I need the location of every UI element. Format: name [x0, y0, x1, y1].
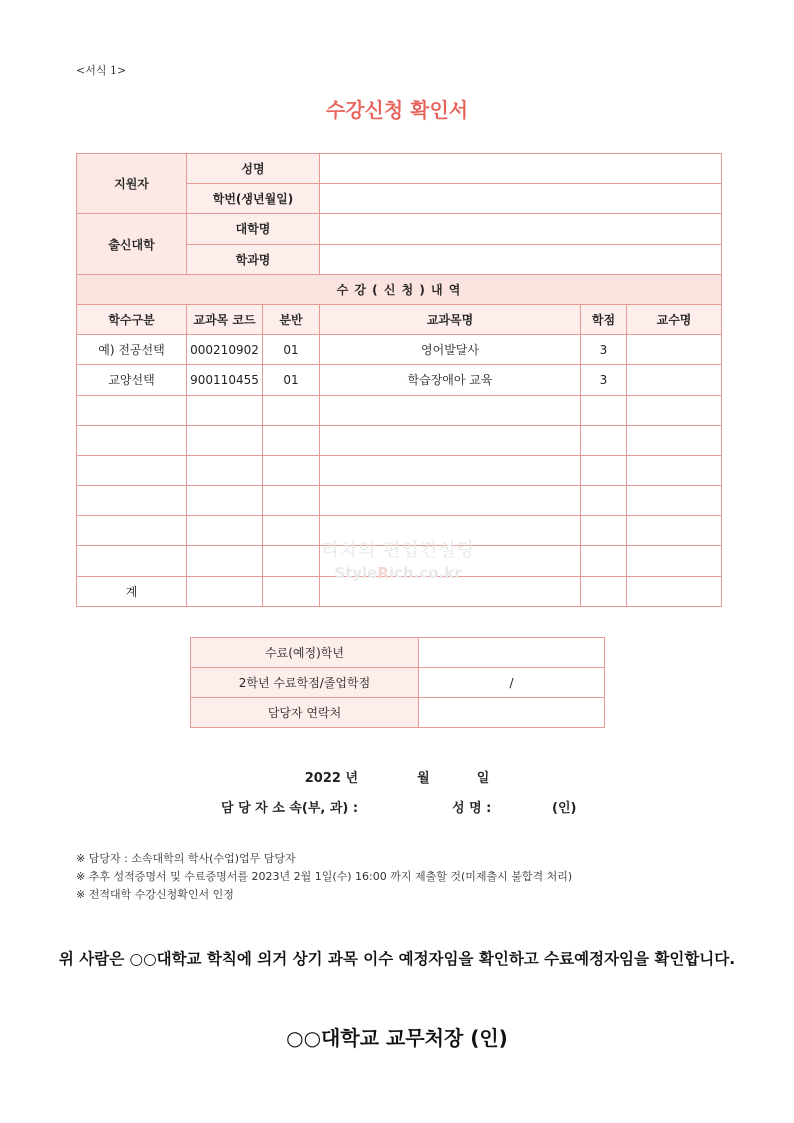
- notes: [76, 850, 572, 904]
- table-cell[interactable]: [581, 576, 627, 606]
- table-cell[interactable]: [77, 516, 187, 546]
- total-label: 계: [77, 576, 187, 606]
- table-row: [77, 365, 722, 395]
- watermark-url-part: R: [377, 564, 389, 582]
- table-cell[interactable]: [77, 455, 187, 485]
- watermark-url-part: Style: [334, 564, 378, 582]
- watermark-url-part: ich.co.kr: [388, 564, 462, 582]
- table-cell[interactable]: [627, 576, 722, 606]
- summary-table: [190, 637, 605, 728]
- table-cell[interactable]: [581, 516, 627, 546]
- table-cell[interactable]: [320, 546, 581, 576]
- table-row: [77, 395, 722, 425]
- table-cell[interactable]: [187, 576, 263, 606]
- table-cell[interactable]: [320, 455, 581, 485]
- table-cell[interactable]: [187, 425, 263, 455]
- summary-row: [191, 698, 605, 728]
- table-cell[interactable]: [627, 486, 722, 516]
- applicant-section-label: 지원자: [77, 154, 187, 214]
- table-cell[interactable]: [581, 486, 627, 516]
- univ-name-value[interactable]: [320, 214, 722, 244]
- student-id-value[interactable]: [320, 184, 722, 214]
- column-header: 학수구분: [77, 304, 187, 334]
- signature-seal: (인): [552, 801, 577, 816]
- table-cell[interactable]: [320, 425, 581, 455]
- table-cell[interactable]: 예) 전공선택: [77, 335, 187, 365]
- table-row: [77, 546, 722, 576]
- table-cell[interactable]: 01: [263, 335, 320, 365]
- column-header: 교과목명: [320, 304, 581, 334]
- table-cell[interactable]: [187, 486, 263, 516]
- note-item: ※ 전적대학 수강신청확인서 인정: [76, 888, 234, 901]
- dept-name-value[interactable]: [320, 244, 722, 274]
- table-cell[interactable]: [263, 425, 320, 455]
- completion-year-label: 수료(예정)학년: [191, 638, 419, 668]
- date-line: [0, 767, 794, 786]
- table-row: [77, 425, 722, 455]
- table-cell[interactable]: [263, 455, 320, 485]
- column-header: 분반: [263, 304, 320, 334]
- note-item: ※ 추후 성적증명서 및 수료증명서를 2023년 2월 1일(수) 16:00 까지 제출할 것(미제출시 불합격 처리): [76, 870, 573, 883]
- issuer-signature: ○○대학교 교무처장 (인): [286, 1026, 508, 1050]
- table-cell[interactable]: 000210902: [187, 335, 263, 365]
- table-cell[interactable]: [77, 425, 187, 455]
- name-value[interactable]: [320, 154, 722, 184]
- table-cell[interactable]: [263, 395, 320, 425]
- credits-label: 2학년 수료학점/졸업학점: [191, 668, 419, 698]
- table-cell[interactable]: [320, 486, 581, 516]
- origin-section-label: 출신대학: [77, 214, 187, 274]
- page-title: 수강신청 확인서: [325, 98, 469, 122]
- table-cell[interactable]: [581, 395, 627, 425]
- table-cell[interactable]: [263, 516, 320, 546]
- table-cell[interactable]: 900110455: [187, 365, 263, 395]
- date-month: 월: [417, 771, 430, 786]
- table-row: [77, 455, 722, 485]
- table-cell[interactable]: [627, 335, 722, 365]
- course-section-title: 수 강 ( 신 청 ) 내 역: [77, 274, 722, 304]
- table-row: [77, 516, 722, 546]
- confirmation-statement: 위 사람은 ○○대학교 학칙에 의거 상기 과목 이수 예정자임을 확인하고 수료예정자임을 확인합니다.: [58, 950, 736, 968]
- table-cell[interactable]: 01: [263, 365, 320, 395]
- completion-year-value[interactable]: [419, 638, 605, 668]
- signature-name-label: 성 명 :: [452, 801, 492, 816]
- table-cell[interactable]: [187, 395, 263, 425]
- univ-name-label: 대학명: [187, 214, 320, 244]
- course-header-row: [77, 304, 722, 334]
- table-cell[interactable]: [627, 516, 722, 546]
- table-cell[interactable]: [581, 455, 627, 485]
- table-cell[interactable]: [187, 516, 263, 546]
- table-cell[interactable]: [627, 425, 722, 455]
- watermark-text: 리치의 편입컨설팅: [321, 540, 475, 561]
- table-cell[interactable]: 영어발달사: [320, 335, 581, 365]
- table-row: [77, 486, 722, 516]
- table-cell[interactable]: [263, 486, 320, 516]
- table-cell[interactable]: [320, 576, 581, 606]
- table-cell[interactable]: 교양선택: [77, 365, 187, 395]
- summary-row: [191, 668, 605, 698]
- table-cell[interactable]: [263, 576, 320, 606]
- form-number: <서식 1>: [76, 64, 127, 77]
- table-cell[interactable]: [77, 546, 187, 576]
- table-row: [77, 335, 722, 365]
- contact-label: 담당자 연락처: [191, 698, 419, 728]
- name-label: 성명: [187, 154, 320, 184]
- table-cell[interactable]: 3: [581, 365, 627, 395]
- column-header: 교수명: [627, 304, 722, 334]
- course-table: [76, 153, 722, 607]
- credits-value[interactable]: /: [419, 668, 605, 698]
- contact-value[interactable]: [419, 698, 605, 728]
- column-header: 학점: [581, 304, 627, 334]
- table-cell[interactable]: [627, 546, 722, 576]
- summary-row: [191, 638, 605, 668]
- table-cell[interactable]: 3: [581, 335, 627, 365]
- table-cell[interactable]: [187, 546, 263, 576]
- table-cell[interactable]: [77, 486, 187, 516]
- table-cell[interactable]: [187, 455, 263, 485]
- table-cell[interactable]: [320, 395, 581, 425]
- table-cell[interactable]: [627, 455, 722, 485]
- date-day: 일: [476, 771, 490, 786]
- signature-dept-label: 담 당 자 소 속(부, 과) :: [221, 801, 359, 816]
- table-cell[interactable]: [263, 546, 320, 576]
- dept-name-label: 학과명: [187, 244, 320, 274]
- table-cell[interactable]: 학습장애아 교육: [320, 365, 581, 395]
- student-id-label: 학번(생년월일): [187, 184, 320, 214]
- table-cell[interactable]: [627, 365, 722, 395]
- table-cell[interactable]: [581, 546, 627, 576]
- column-header: 교과목 코드: [187, 304, 263, 334]
- note-item: ※ 담당자 : 소속대학의 학사(수업)업무 담당자: [76, 852, 296, 865]
- table-cell[interactable]: [320, 516, 581, 546]
- table-cell[interactable]: [77, 395, 187, 425]
- table-cell[interactable]: [581, 425, 627, 455]
- date-year: 2022 년: [304, 771, 358, 786]
- table-cell[interactable]: [627, 395, 722, 425]
- total-row: [77, 576, 722, 606]
